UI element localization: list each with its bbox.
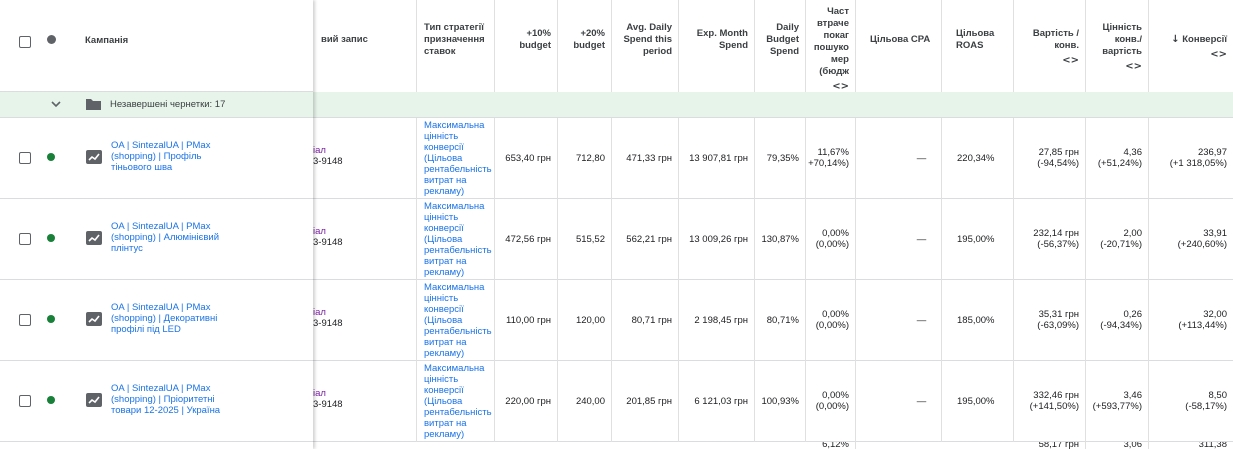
header-budget-entry[interactable] [313,0,417,92]
total-row-fixed [0,442,313,449]
avg-daily-cell: 80,71 грн [612,280,679,361]
sort-down-icon[interactable]: ↓ [1171,34,1180,45]
plus10-cell: 220,00 грн [495,361,558,442]
budget-entry-line2: 3-9148 [313,237,343,248]
cost-conv-delta: (-56,37%) [1037,239,1079,250]
target-cpa-cell: — [856,280,942,361]
value-cost-delta: (+51,24%) [1097,158,1142,169]
daily-budget-cell: 80,71% [755,280,806,361]
budget-entry-cell[interactable] [313,361,417,442]
budget-entry-line2: 3-9148 [313,318,343,329]
lost-share-delta: (0,00%) [815,239,849,250]
campaign-name-link[interactable]: OA | SintezalUA | PMax (shopping) | Профіль тіньового шва [111,140,211,173]
draft-row-fixed[interactable] [0,92,313,118]
header-strategy[interactable] [417,0,495,92]
expand-icon[interactable] [1090,61,1142,73]
target-roas-cell: 220,34% [942,118,1014,199]
cost-conv-cell [1014,361,1086,442]
avg-daily-cell: 471,33 грн [612,118,679,199]
exp-month-cell: 13 907,81 грн [679,118,755,199]
lost-share-value: 0,00% [822,309,849,320]
strategy-link[interactable]: Максимальна цінність конверсії (Цільова рентабельність витрат на рекламу) [417,280,495,361]
lost-share-cell [806,280,856,361]
header-avg-daily[interactable] [612,0,679,92]
status-enabled-icon[interactable] [47,315,55,323]
budget-entry-line1[interactable]: іал [313,145,326,156]
daily-budget-cell: 130,87% [755,199,806,280]
header-plus20-label: +20% budget [573,28,605,51]
total-cost-conv: 58,17 грн [1014,442,1086,449]
status-header-icon[interactable] [47,35,56,44]
strategy-link[interactable]: Максимальна цінність конверсії (Цільова рентабельність витрат на рекламу) [417,118,495,199]
value-cost-value: 4,36 [1123,147,1142,158]
value-cost-cell [1086,280,1149,361]
table-row-fixed[interactable] [0,280,313,361]
lost-share-cell [806,199,856,280]
conversions-cell [1149,118,1233,199]
conversions-delta: (+1 318,05%) [1169,158,1227,169]
header-plus10-label: +10% budget [519,28,551,51]
conversions-value: 8,50 [1208,390,1227,401]
conversions-delta: (-58,17%) [1185,401,1227,412]
campaign-name-link[interactable]: OA | SintezalUA | PMax (shopping) | Декоративні профілі під LED [111,302,218,335]
budget-entry-line1[interactable]: іал [313,388,326,399]
budget-entry-cell[interactable] [313,118,417,199]
target-roas-cell: 185,00% [942,280,1014,361]
header-value-cost[interactable] [1086,0,1149,92]
header-conversions[interactable] [1149,0,1233,92]
header-value-cost-label: Цінність конв./ вартість [1102,22,1142,57]
value-cost-delta: (-20,71%) [1100,239,1142,250]
fixed-header [0,0,313,92]
header-campaign[interactable]: Кампанія [85,35,129,46]
header-target-roas[interactable] [942,0,1014,92]
header-cost-conv-label: Вартість / конв. [1032,28,1079,51]
status-enabled-icon[interactable] [47,153,55,161]
cost-conv-delta: (+141,50%) [1029,401,1079,412]
conversions-value: 32,00 [1203,309,1227,320]
budget-entry-cell[interactable] [313,199,417,280]
avg-daily-cell: 562,21 грн [612,199,679,280]
plus20-cell: 240,00 [558,361,612,442]
conversions-cell [1149,280,1233,361]
value-cost-cell [1086,361,1149,442]
header-budget-entry-label: вий запис [321,34,368,45]
campaign-name-link[interactable]: OA | SintezalUA | PMax (shopping) | Алюмінієвий плінтус [111,221,220,254]
header-avg-daily-label: Avg. Daily Spend this period [623,22,672,57]
exp-month-cell: 2 198,45 грн [679,280,755,361]
header-lost-share-label: Част втраче покаг пошуко мер (бюдж [813,6,849,77]
lost-share-value: 0,00% [822,390,849,401]
conversions-delta: (+113,44%) [1178,320,1227,331]
pmax-campaign-icon [86,312,102,326]
target-roas-cell: 195,00% [942,199,1014,280]
plus20-cell: 712,80 [558,118,612,199]
header-conversions-label: Конверсії [1182,34,1227,45]
chevron-down-icon[interactable] [50,98,62,110]
target-cpa-cell: — [856,199,942,280]
budget-entry-line1[interactable]: іал [313,226,326,237]
value-cost-cell [1086,199,1149,280]
cost-conv-delta: (-63,09%) [1037,320,1079,331]
avg-daily-cell: 201,85 грн [612,361,679,442]
lost-share-value: 0,00% [822,228,849,239]
strategy-link[interactable]: Максимальна цінність конверсії (Цільова рентабельність витрат на рекламу) [417,199,495,280]
plus10-cell: 110,00 грн [495,280,558,361]
lost-share-delta: (0,00%) [815,320,849,331]
lost-share-delta: (0,00%) [815,401,849,412]
header-daily-budget-label: Daily Budget Spend [766,22,799,57]
pmax-campaign-icon [86,150,102,164]
budget-entry-cell[interactable] [313,280,417,361]
lost-share-cell [806,118,856,199]
header-target-cpa[interactable] [856,0,942,92]
conversions-value: 236,97 [1197,147,1227,158]
value-cost-delta: (-94,34%) [1100,320,1142,331]
plus20-cell: 515,52 [558,199,612,280]
header-exp-month-label: Exp. Month Spend [696,28,748,51]
expand-icon[interactable] [1153,49,1227,61]
select-all-checkbox[interactable] [19,36,31,48]
cost-conv-cell [1014,199,1086,280]
fixed-columns-panel [0,0,313,449]
budget-entry-line1[interactable]: іал [313,307,326,318]
header-plus20[interactable] [558,0,612,92]
conversions-cell [1149,361,1233,442]
pmax-campaign-icon [86,231,102,245]
daily-budget-cell: 79,35% [755,118,806,199]
cost-conv-value: 35,31 грн [1038,309,1079,320]
budget-entry-line2: 3-9148 [313,399,343,410]
value-cost-cell [1086,118,1149,199]
header-target-cpa-label: Цільова CPA [870,34,931,45]
row-checkbox[interactable] [19,152,31,164]
plus10-cell: 472,56 грн [495,199,558,280]
row-checkbox[interactable] [19,233,31,245]
table-row-fixed[interactable] [0,361,313,442]
strategy-link[interactable]: Максимальна цінність конверсії (Цільова рентабельність витрат на рекламу) [417,361,495,442]
header-strategy-label: Тип стратегії призначення ставок [424,22,485,57]
row-checkbox[interactable] [19,314,31,326]
total-lost-share: 6,12% [806,442,856,449]
campaign-name-link[interactable]: OA | SintezalUA | PMax (shopping) | Пріоритетні товари 12-2025 | Україна [111,383,221,416]
lost-share-cell [806,361,856,442]
header-lost-share[interactable] [806,0,856,92]
expand-icon-glyph: <> [1210,49,1227,60]
cost-conv-cell [1014,118,1086,199]
row-checkbox[interactable] [19,395,31,407]
table-row-fixed[interactable] [0,118,313,199]
cost-conv-cell [1014,280,1086,361]
header-exp-month[interactable] [679,0,755,92]
expand-icon-glyph: <> [1125,61,1142,72]
header-cost-conv[interactable] [1014,0,1086,92]
plus10-cell: 653,40 грн [495,118,558,199]
target-roas-cell: 195,00% [942,361,1014,442]
target-cpa-cell: — [856,361,942,442]
cost-conv-value: 332,46 грн [1033,390,1079,401]
header-daily-budget[interactable] [755,0,806,92]
plus20-cell: 120,00 [558,280,612,361]
header-plus10[interactable] [495,0,558,92]
expand-icon[interactable] [810,81,849,92]
folder-icon [85,98,102,111]
lost-share-delta: +70,14%) [808,158,849,169]
daily-budget-cell: 100,93% [755,361,806,442]
target-cpa-cell: — [856,118,942,199]
value-cost-value: 3,46 [1123,390,1142,401]
cost-conv-value: 27,85 грн [1038,147,1079,158]
header-target-roas-label: Цільова ROAS [956,28,995,51]
value-cost-value: 0,26 [1123,309,1142,320]
expand-icon-glyph: <> [1062,55,1079,66]
total-conversions: 311,38 [1198,442,1227,449]
cost-conv-delta: (-94,54%) [1037,158,1079,169]
conversions-cell [1149,199,1233,280]
value-cost-delta: (+593,77%) [1092,401,1142,412]
exp-month-cell: 13 009,26 грн [679,199,755,280]
exp-month-cell: 6 121,03 грн [679,361,755,442]
conversions-value: 33,91 [1203,228,1227,239]
lost-share-value: 11,67% [817,147,849,158]
budget-entry-line2: 3-9148 [313,156,343,167]
status-enabled-icon[interactable] [47,234,55,242]
table-row-fixed[interactable] [0,199,313,280]
total-value-cost: 3,06 [1086,442,1149,449]
conversions-delta: (+240,60%) [1177,239,1227,250]
value-cost-value: 2,00 [1123,228,1142,239]
expand-icon-glyph: <> [832,81,849,92]
pmax-campaign-icon [86,393,102,407]
cost-conv-value: 232,14 грн [1033,228,1079,239]
status-enabled-icon[interactable] [47,396,55,404]
expand-icon[interactable] [1018,55,1079,67]
draft-label[interactable]: Незавершені чернетки: 17 [110,99,226,110]
